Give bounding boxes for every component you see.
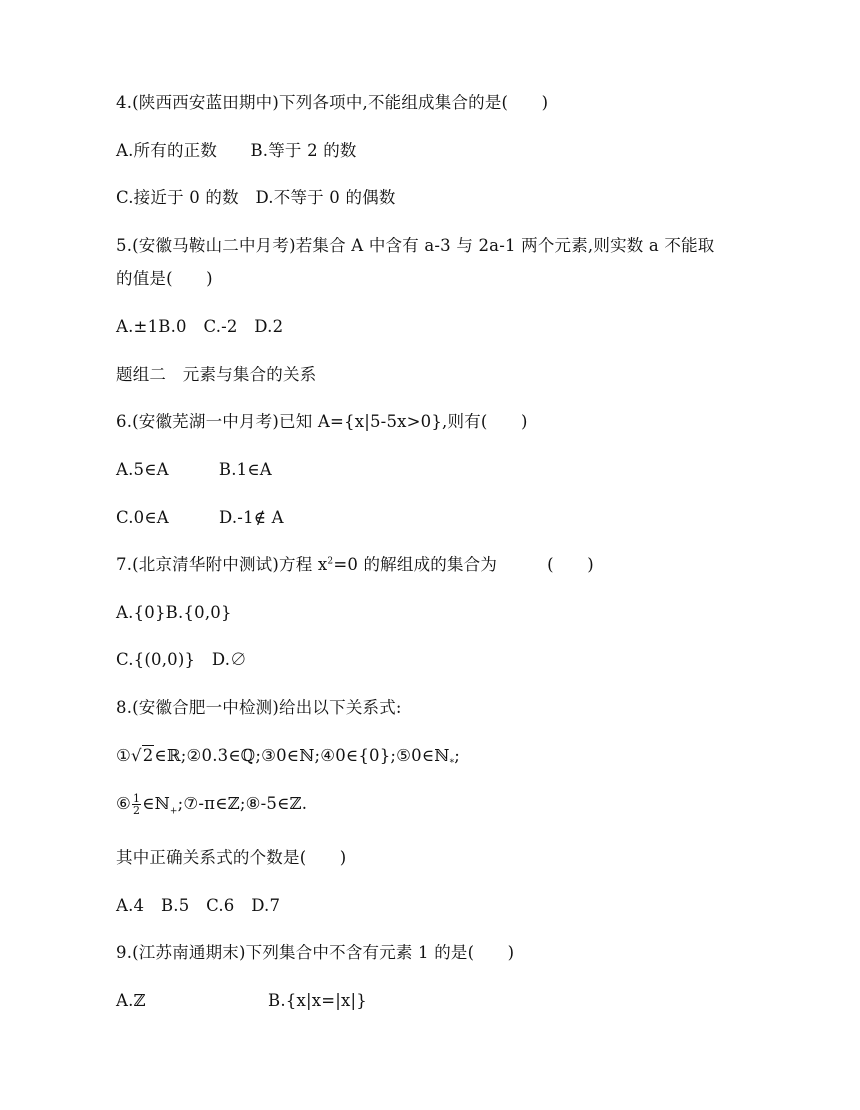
fraction-one-half [132, 793, 141, 816]
q8-marker-6: ⑥ [116, 794, 131, 813]
q8-marker-1: ① [116, 746, 131, 765]
q7-stem-text-b: =0 的解组成的集合为 ( ) [333, 555, 594, 574]
sqrt-radicand: 2 [142, 746, 154, 765]
q7-options-row1: A.{0}B.{0,0} [116, 603, 232, 622]
sqrt-symbol: √2 [131, 746, 154, 765]
q4-options-row1: A.所有的正数 B.等于 2 的数 [116, 141, 357, 160]
q8-relations-text-3: ;⑦-π∈ℤ;⑧-5∈ℤ. [177, 794, 308, 813]
q8-relations-end-1: ; [454, 746, 461, 765]
q4-options-row2: C.接近于 0 的数 D.不等于 0 的偶数 [116, 188, 396, 207]
q5-stem-line2: 的值是( ) [116, 269, 213, 288]
q8-question: 其中正确关系式的个数是( ) [116, 848, 347, 867]
q4-stem: 4.(陕西西安蓝田期中)下列各项中,不能组成集合的是( ) [116, 93, 549, 112]
q6-options-row2: C.0∈A D.-1∉ A [116, 508, 284, 527]
q9-option-a: A.ℤ [116, 991, 146, 1010]
q8-relations-text-1: ∈ℝ;②0.3∈ℚ;③0∈ℕ;④0∈{0};⑤0∈ℕ [154, 746, 450, 765]
q8-relations-text-2: ∈ℕ [142, 794, 170, 813]
q7-stem-text-a: 7.(北京清华附中测试)方程 x [116, 555, 328, 574]
q8-stem: 8.(安徽合肥一中检测)给出以下关系式: [116, 698, 402, 717]
q7-stem [116, 554, 594, 576]
q8-options: A.4 B.5 C.6 D.7 [116, 896, 281, 915]
section-heading: 题组二 元素与集合的关系 [116, 365, 317, 384]
fraction-numerator: 1 [133, 792, 141, 805]
fraction-denominator: 2 [133, 804, 141, 817]
q5-options: A.±1B.0 C.-2 D.2 [116, 317, 284, 336]
q5-stem-line1: 5.(安徽马鞍山二中月考)若集合 A 中含有 a-3 与 2a-1 两个元素,则实数 a 不能取 [116, 236, 715, 255]
q8-relations-line1 [116, 745, 460, 774]
q9-stem: 9.(江苏南通期末)下列集合中不含有元素 1 的是( ) [116, 943, 515, 962]
q8-relations-line2 [116, 793, 307, 822]
q7-exponent: 2 [327, 556, 334, 567]
q8-subscript-plus: + [169, 806, 178, 817]
q7-options-row2: C.{(0,0)} D.∅ [116, 650, 247, 669]
q8-subscript-star: * [449, 758, 455, 769]
q6-options-row1: A.5∈A B.1∈A [116, 460, 272, 479]
q9-option-b: B.{x|x=|x|} [268, 991, 367, 1010]
q6-stem: 6.(安徽芜湖一中月考)已知 A={x|5-5x>0},则有( ) [116, 412, 528, 431]
